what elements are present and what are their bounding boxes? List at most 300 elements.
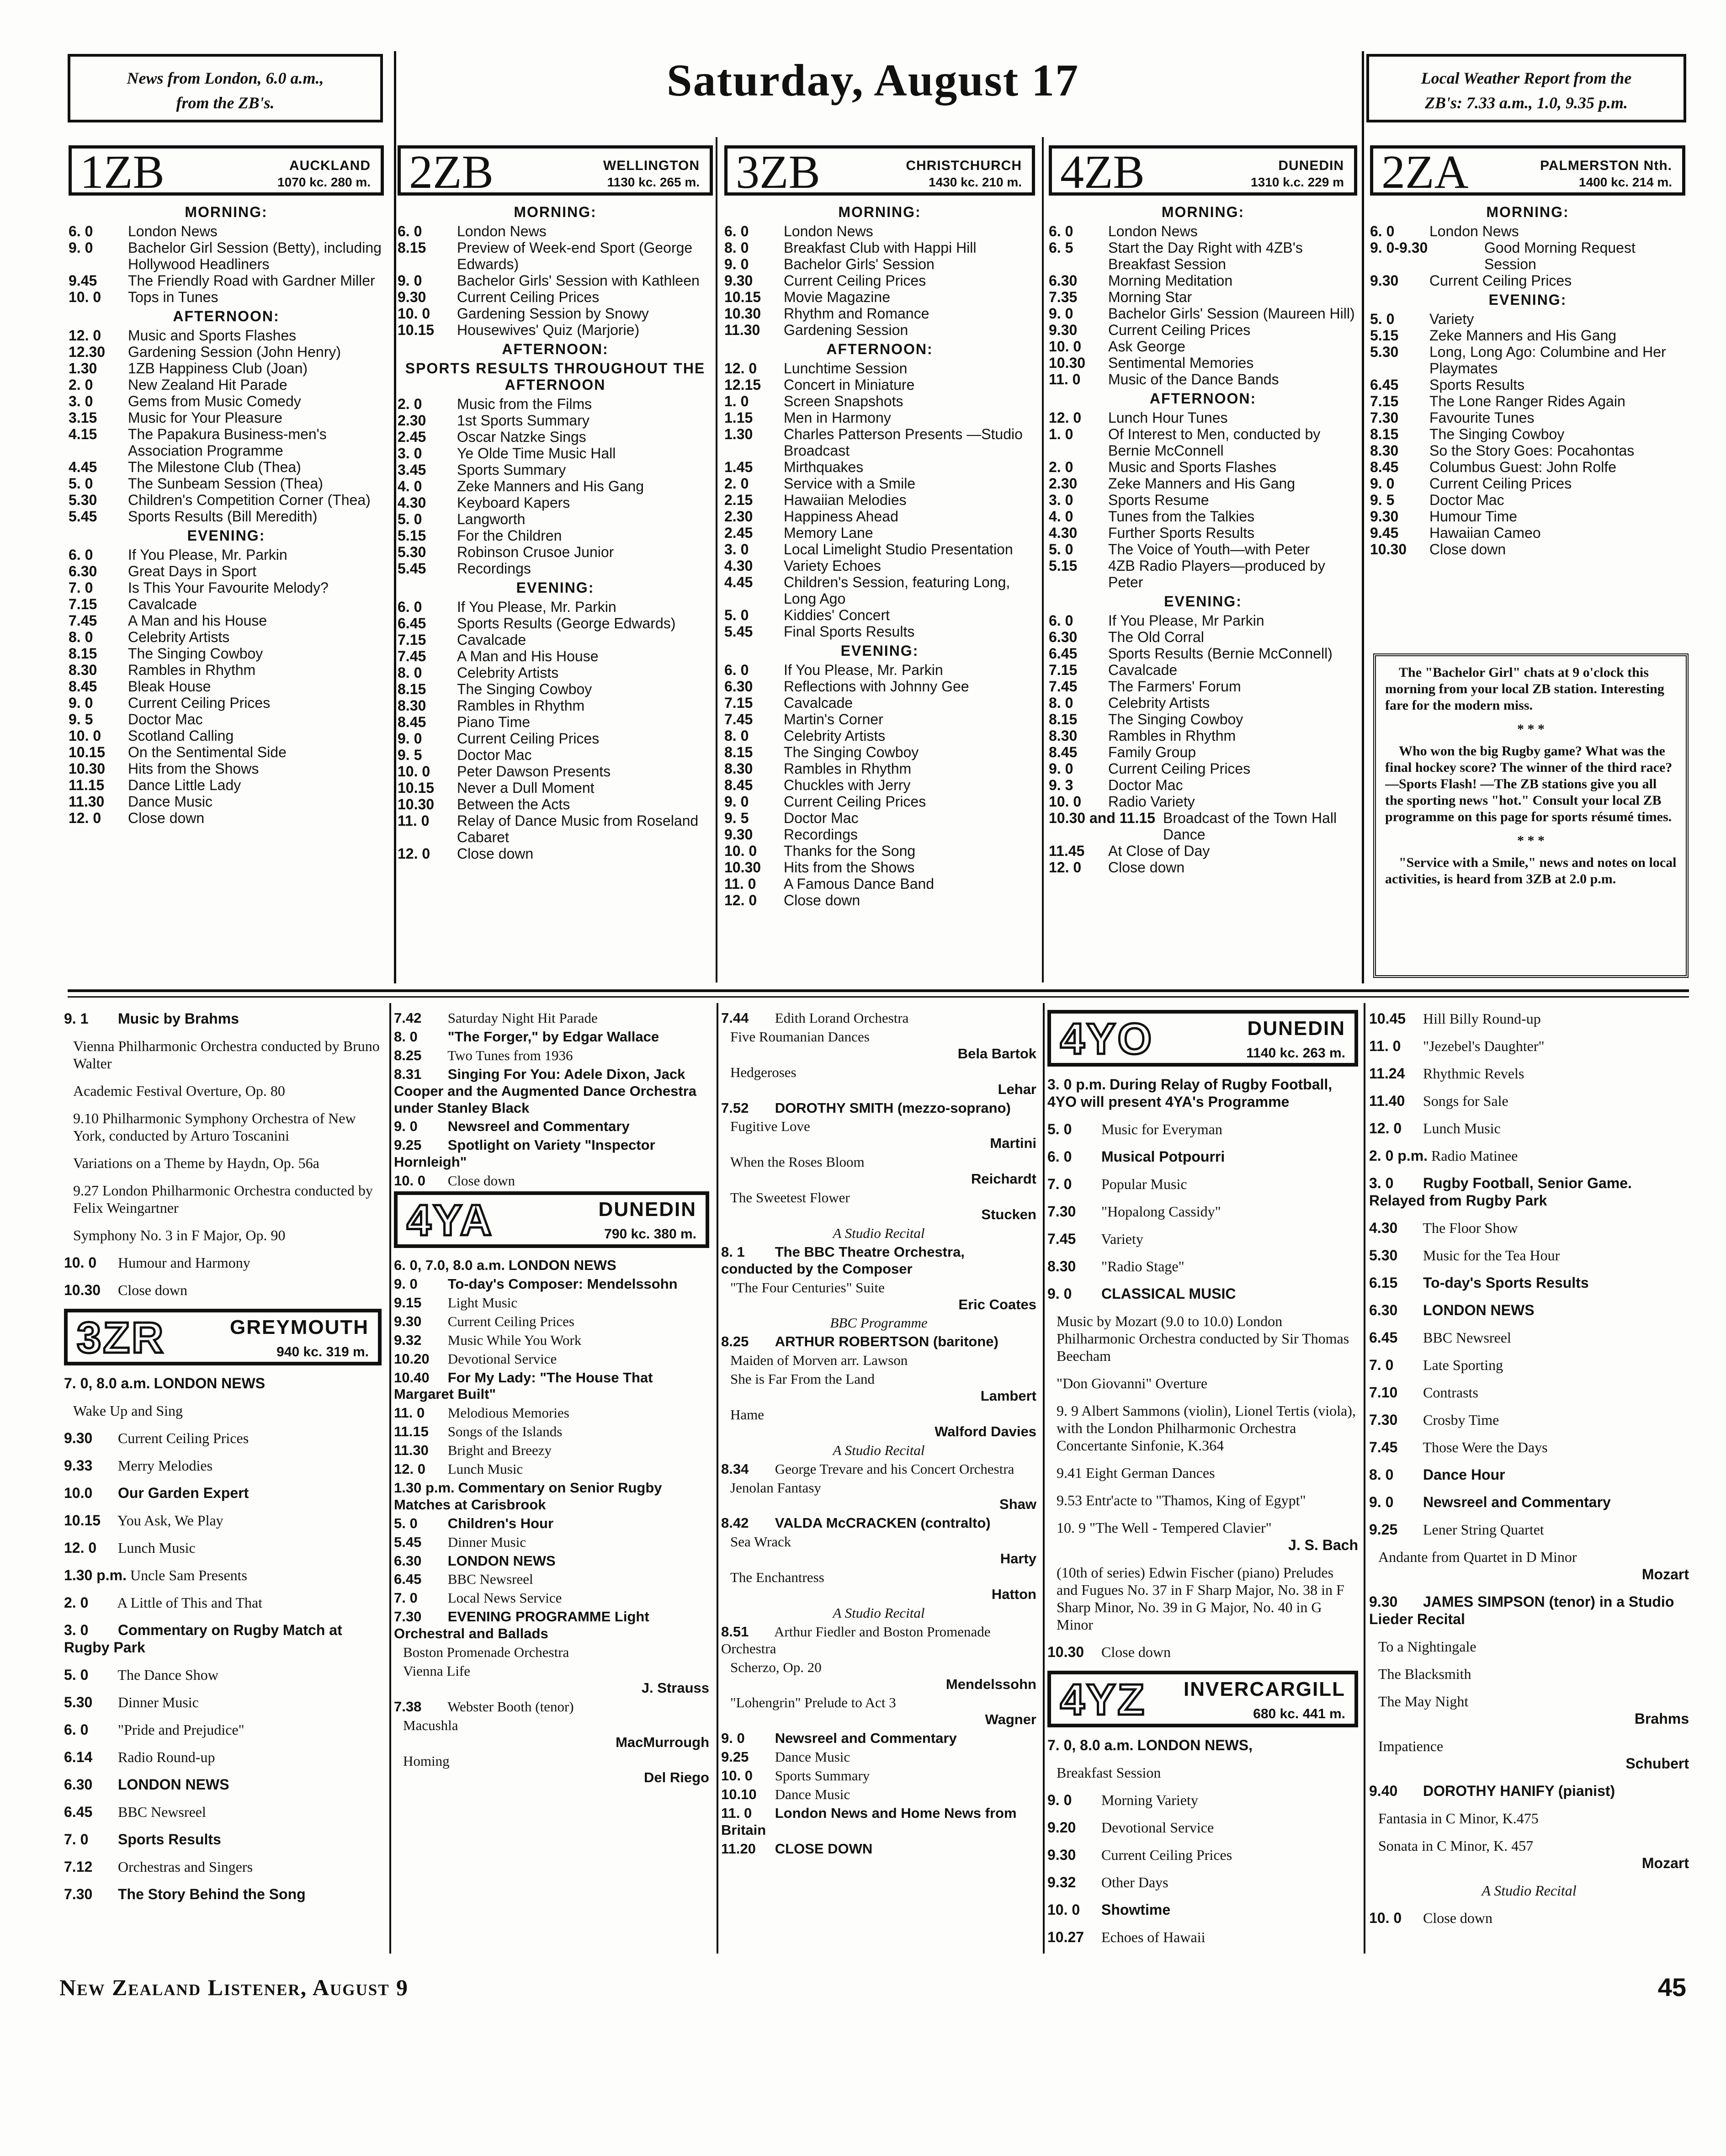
programme-item: [1047, 1736, 1358, 1754]
programme-title: The BBC Theatre Orchestra, conducted by the Composer: [721, 1243, 965, 1277]
programme-item: [69, 793, 384, 810]
programme-item: [721, 1749, 1036, 1766]
programme-item: [64, 1227, 382, 1244]
programme-item: [1049, 475, 1357, 492]
programme-title: Radio Variety: [1108, 793, 1195, 810]
programme-time: 8. 0: [724, 728, 749, 744]
programme-item: [724, 760, 1035, 777]
programme-item: [394, 1609, 709, 1642]
programme-item: [1047, 1819, 1358, 1836]
programme-item: [69, 596, 384, 612]
footer-publication: New Zealand Listener, August 9: [59, 1975, 409, 2000]
programme-time: 9. 0-9.30: [1370, 239, 1428, 256]
programme-detail: 10. 9 "The Well - Tempered Clavier": [1057, 1519, 1272, 1536]
programme-title: Dance Music: [128, 793, 212, 810]
programme-time: 12. 0: [1369, 1120, 1402, 1136]
programme-time: 5.45: [398, 560, 426, 577]
programme-title: Current Ceiling Prices: [1429, 475, 1572, 492]
programme-time: 5.15: [398, 527, 426, 544]
programme-item: [1047, 1519, 1358, 1554]
programme-item: [1049, 223, 1357, 239]
programme-time: 12. 0: [1049, 859, 1082, 876]
programme-item: [69, 492, 384, 508]
programme-title: Columbus Guest: John Rolfe: [1429, 459, 1617, 475]
programme-time: 8.45: [724, 777, 753, 793]
station-callsign: 4YA: [407, 1196, 494, 1245]
programme-time: 3.45: [398, 462, 426, 478]
programme-item: [1049, 760, 1357, 777]
programme-item: [69, 409, 384, 426]
programme-item: [64, 1567, 382, 1584]
programme-title: Great Days in Sport: [128, 563, 256, 579]
programme-item: [398, 412, 713, 429]
programme-item: [64, 1082, 382, 1099]
programme-title: A Man and His House: [457, 648, 599, 664]
programme-item: [724, 744, 1035, 760]
programme-title: To-day's Sports Results: [1423, 1274, 1589, 1291]
programme-time: 10.15: [398, 780, 435, 796]
programme-detail: Boston Promenade Orchestra: [403, 1644, 569, 1661]
programme-item: [1369, 1909, 1689, 1927]
programme-title: New Zealand Hit Parade: [128, 377, 287, 393]
programme-title: Thanks for the Song: [784, 843, 916, 859]
programme-time: 10.15: [724, 289, 761, 305]
programme-time: 7.38: [394, 1698, 422, 1715]
programme-time: 9. 0: [724, 793, 749, 810]
programme-time: 9.30: [1047, 1847, 1076, 1863]
programme-item: [1049, 728, 1357, 744]
programme-title: 4ZB Radio Players—produced by Peter: [1108, 558, 1325, 590]
programme-detail: The Sweetest Flower: [730, 1190, 850, 1206]
programme-item: [724, 728, 1035, 744]
programme-title: The Singing Cowboy: [457, 681, 592, 697]
programme-time: 4.30: [724, 558, 753, 574]
programme-time: 2. 0: [1049, 459, 1073, 475]
programme-time: 3. 0 p.m.: [1047, 1076, 1106, 1093]
programme-time: 10. 0: [1049, 338, 1082, 355]
programme-item: [1370, 311, 1685, 327]
programme-title: Tops in Tunes: [128, 289, 218, 305]
programme-time: 5. 0: [724, 607, 749, 623]
programme-title: Current Ceiling Prices: [457, 289, 600, 305]
programme-detail: Impatience: [1378, 1738, 1444, 1754]
rule-2: [716, 137, 717, 982]
station-city: CHRISTCHURCH: [906, 158, 1022, 173]
programme-title: If You Please, Mr. Parkin: [128, 547, 287, 563]
programme-time: 9.30: [398, 289, 426, 305]
programme-item: [1369, 1665, 1689, 1683]
programme-item: [394, 1515, 709, 1532]
programme-time: 6. 0: [69, 223, 93, 239]
programme-detail: 9.27 London Philharmonic Orchestra conducted by Felix Weingartner: [73, 1182, 373, 1216]
programme-time: 8.45: [1370, 459, 1399, 475]
programme-time: 9.45: [69, 272, 97, 289]
programme-item: [1369, 1356, 1689, 1374]
programme-time: 6.30: [69, 563, 97, 579]
programme-title: Close down: [1108, 859, 1185, 876]
programme-item: [724, 272, 1035, 289]
composer: Lehar: [998, 1081, 1036, 1097]
station-logo: [1370, 145, 1685, 196]
programme-title: Hits from the Shows: [128, 760, 259, 777]
programme-time: 11.24: [1369, 1065, 1405, 1082]
programme-item: [69, 377, 384, 393]
programme-time: 6.45: [398, 615, 426, 632]
programme-title: Celebrity Artists: [457, 664, 559, 681]
lower-rule-4: [1364, 1003, 1365, 1954]
programme-item: [721, 1244, 1036, 1278]
programme-time: 12. 0: [69, 810, 101, 826]
programme-item: [69, 327, 384, 344]
programme-time: 7.15: [69, 596, 97, 612]
programme-time: 4.30: [1049, 525, 1078, 541]
programme-time: 9.30: [394, 1313, 422, 1329]
programme-item: [398, 747, 713, 763]
programme-time: 1.15: [724, 409, 753, 426]
programme-item: [724, 289, 1035, 305]
programme-title: Radio Matinee: [1431, 1147, 1518, 1164]
programme-title: You Ask, We Play: [117, 1512, 223, 1529]
programme-item: [394, 1137, 709, 1171]
programme-item: [69, 711, 384, 728]
programme-item: [398, 239, 713, 272]
programme-time: 11. 0: [398, 812, 430, 829]
programme-time: 9.25: [1369, 1521, 1398, 1538]
programme-title: Family Group: [1108, 744, 1196, 760]
programme-title: Current Ceiling Prices: [1108, 322, 1251, 338]
programme-item: [64, 1512, 382, 1529]
programme-title: Relay of Dance Music from Roseland Cabaret: [457, 812, 699, 845]
programme-detail: Scherzo, Op. 20: [730, 1659, 822, 1675]
programme-title: Songs for Sale: [1423, 1093, 1508, 1109]
programme-item: [69, 612, 384, 629]
programme-time: 3. 0: [724, 541, 749, 558]
station-frequency: 1130 kc. 265 m.: [607, 175, 700, 189]
programme-item: [69, 344, 384, 360]
programme-item: [724, 793, 1035, 810]
programme-item: A Studio Recital: [1482, 1882, 1577, 1899]
programme-item: [724, 409, 1035, 426]
programme-item: [398, 615, 713, 632]
programme-title: ARTHUR ROBERTSON (baritone): [775, 1333, 998, 1350]
programme-item: [721, 1029, 1036, 1062]
programme-time: 7.15: [1049, 662, 1078, 678]
programme-title: Sports Results: [1429, 377, 1525, 393]
programme-time: 4.45: [69, 459, 97, 475]
programme-title: A Little of This and That: [117, 1594, 263, 1611]
programme-time: 6.45: [1370, 377, 1399, 393]
london-news-line-1: News from London, 6.0 a.m.,: [127, 69, 324, 87]
station-frequency: 790 kc. 380 m.: [604, 1227, 696, 1242]
programme-time: 9. 0: [1047, 1792, 1072, 1808]
programme-title: Recordings: [457, 560, 531, 577]
programme-item: [398, 223, 713, 239]
programme-item: [1047, 1120, 1358, 1138]
programme-title: Hill Billy Round-up: [1423, 1010, 1541, 1027]
programme-title: Popular Music: [1101, 1176, 1187, 1192]
programme-time: 6. 0: [724, 223, 749, 239]
programme-time: 1. 0: [724, 393, 749, 409]
programme-item: [721, 1190, 1036, 1223]
programme-item: [1370, 377, 1685, 393]
programme-item: [724, 810, 1035, 826]
programme-item: [398, 462, 713, 478]
programme-title: Service with a Smile: [784, 475, 916, 492]
programme-time: 7.45: [398, 648, 426, 664]
programme-title: Final Sports Results: [784, 623, 915, 640]
programme-title: London News: [784, 223, 873, 239]
programme-item: [1047, 1258, 1358, 1275]
section-heading: MORNING:: [514, 204, 597, 220]
programme-detail: Fugitive Love: [730, 1118, 810, 1135]
programme-item: [398, 681, 713, 697]
programme-time: 7. 0, 8.0 a.m.: [1047, 1737, 1134, 1753]
programme-time: 4.15: [69, 426, 97, 442]
programme-title: Sports Results (George Edwards): [457, 615, 676, 632]
programme-item: [1369, 1466, 1689, 1483]
programme-time: 11.45: [1049, 843, 1085, 859]
programme-title: Reflections with Johnny Gee: [784, 678, 969, 695]
programme-title: Current Ceiling Prices: [784, 272, 926, 289]
programme-title: Lunchtime Session: [784, 360, 908, 377]
programme-item: [1049, 558, 1357, 590]
programme-title: Chuckles with Jerry: [784, 777, 911, 793]
programme-time: 5. 0: [64, 1667, 89, 1683]
composer: Schubert: [1625, 1755, 1689, 1772]
station-city: AUCKLAND: [289, 158, 371, 173]
programme-time: 7. 0: [69, 579, 93, 596]
programme-title: Is This Your Favourite Melody?: [128, 579, 329, 596]
programme-item: [64, 1254, 382, 1271]
station-frequency: 680 kc. 441 m.: [1253, 1706, 1345, 1721]
programme-title: Local News Service: [447, 1590, 562, 1606]
programme-title: Lunch Music: [1423, 1120, 1501, 1136]
composer: J. Strauss: [641, 1679, 709, 1696]
programme-time: 6.30: [394, 1552, 422, 1569]
programme-detail: Breakfast Session: [1057, 1764, 1161, 1781]
programme-time: 10.20: [394, 1350, 430, 1367]
programme-title: A Man and his House: [128, 612, 267, 629]
programme-detail: 9.10 Philharmonic Symphony Orchestra of New York, conducted by Arturo Toscanini: [73, 1110, 356, 1144]
programme-item: [724, 777, 1035, 793]
programme-time: 12. 0: [394, 1461, 425, 1477]
programme-title: The Story Behind the Song: [118, 1886, 306, 1902]
programme-item: [724, 607, 1035, 623]
composer: Stucken: [981, 1206, 1036, 1222]
programme-title: EVENING PROGRAMME Light Orchestral and Ballads: [394, 1609, 649, 1642]
programme-title: Morning Star: [1108, 289, 1192, 305]
programme-title: Doctor Mac: [457, 747, 532, 763]
programme-title: A Famous Dance Band: [784, 876, 935, 892]
programme-title: Rhythm and Romance: [784, 305, 929, 322]
programme-item: [1370, 492, 1685, 508]
programme-time: 2. 0: [398, 396, 422, 412]
programme-item: [398, 478, 713, 494]
programme-detail: Vienna Philharmonic Orchestra conducted by Bruno Walter: [73, 1038, 380, 1072]
programme-title: Close down: [1423, 1910, 1492, 1926]
programme-title: If You Please, Mr Parkin: [1108, 612, 1264, 629]
programme-item: [398, 272, 713, 289]
programme-item: [1047, 1402, 1358, 1454]
note-paragraph-3: "Service with a Smile," news and notes on local activities, is heard from 3ZB at 2.0 p.m.: [1385, 855, 1677, 887]
programme-item: [724, 492, 1035, 508]
programme-item: [69, 547, 384, 563]
programme-time: 9.40: [1369, 1783, 1398, 1799]
programme-time: 6.45: [394, 1571, 422, 1588]
programme-title: Doctor Mac: [784, 810, 859, 826]
programme-title: Those Were the Days: [1423, 1439, 1548, 1455]
programme-item: [394, 1047, 709, 1064]
programme-time: 2.30: [1049, 475, 1078, 492]
programme-title: The Dance Show: [117, 1667, 218, 1683]
programme-title: Uncle Sam Presents: [130, 1567, 247, 1583]
programme-time: 10. 0: [69, 728, 101, 744]
composer: Walford Davies: [935, 1423, 1036, 1439]
programme-title: Between the Acts: [457, 796, 570, 812]
note-stars-1: * * *: [1517, 722, 1545, 737]
programme-time: 2. 0: [64, 1594, 89, 1611]
programme-title: Happiness Ahead: [784, 508, 898, 525]
programme-title: To-day's Composer: Mendelssohn: [447, 1275, 678, 1292]
programme-item: [1369, 1439, 1689, 1456]
programme-item: [1049, 272, 1357, 289]
composer: Eric Coates: [958, 1296, 1036, 1312]
programme-item: [398, 632, 713, 648]
section-heading: AFTERNOON:: [502, 341, 609, 357]
programme-title: CLOSE DOWN: [775, 1840, 873, 1857]
programme-title: Dinner Music: [447, 1534, 526, 1550]
programme-time: 8.42: [721, 1515, 749, 1531]
programme-time: 2. 0: [724, 475, 749, 492]
programme-time: 8.25: [721, 1333, 749, 1350]
programme-time: 4.45: [724, 574, 753, 590]
programme-item: [64, 1721, 382, 1738]
programme-time: 5. 0: [69, 475, 93, 492]
programme-title: The Lone Ranger Rides Again: [1429, 393, 1625, 409]
programme-time: 10.15: [69, 744, 106, 760]
programme-time: 7.30: [64, 1886, 93, 1902]
programme-item: [394, 1332, 709, 1349]
programme-title: Bleak House: [128, 678, 211, 695]
programme-time: 7.15: [398, 632, 426, 648]
programme-item: [1369, 1493, 1689, 1511]
programme-time: 5.30: [1369, 1247, 1398, 1264]
station-frequency: 1070 kc. 280 m.: [277, 175, 371, 189]
programme-item: [1047, 1076, 1358, 1110]
programme-item: [398, 544, 713, 560]
programme-item: [69, 360, 384, 377]
programme-title: For the Children: [457, 527, 562, 544]
programme-time: 9. 0: [724, 256, 749, 272]
programme-item: [398, 763, 713, 780]
programme-title: Piano Time: [457, 714, 531, 730]
programme-title: Rambles in Rhythm: [1108, 728, 1236, 744]
programme-title: The Singing Cowboy: [784, 744, 919, 760]
programme-item: [721, 1841, 1036, 1858]
programme-item: [1049, 289, 1357, 305]
programme-title: Hawaiian Cameo: [1429, 525, 1541, 541]
programme-item: [1369, 1411, 1689, 1428]
station-city: DUNEDIN: [1278, 158, 1344, 173]
programme-item: [398, 396, 713, 412]
programme-item: [1047, 1564, 1358, 1633]
programme-title: Rhythmic Revels: [1423, 1065, 1524, 1082]
programme-title: Local Limelight Studio Presentation: [784, 541, 1013, 558]
programme-item: [724, 876, 1035, 892]
weather-line-2: ZB's: 7.33 a.m., 1.0, 9.35 p.m.: [1424, 94, 1628, 112]
programme-time: 9.32: [1047, 1874, 1076, 1890]
programme-item: [721, 1480, 1036, 1513]
programme-title: Robinson Crusoe Junior: [457, 544, 614, 560]
programme-time: 7.45: [69, 612, 97, 629]
programme-item: [724, 711, 1035, 728]
programme-item: [398, 527, 713, 544]
programme-time: 10.15: [398, 322, 435, 338]
section-divider-top: [68, 989, 1689, 992]
programme-time: 9. 0: [394, 1118, 418, 1135]
programme-item: [724, 678, 1035, 695]
programme-time: 5. 0: [1049, 541, 1073, 558]
programme-item: [64, 1803, 382, 1821]
note-paragraph-2: Who won the big Rugby game? What was the final hockey score? The winner of the third race?—Sports Flash! —The ZB stations give you all the sporting news "hot." Consult your local ZB programme on this page for sports résumé times.: [1385, 743, 1673, 824]
programme-item: [1370, 272, 1685, 289]
programme-item: [1049, 492, 1357, 508]
programme-item: [394, 1010, 709, 1027]
programme-item: [1047, 1846, 1358, 1864]
station-callsign: 3ZB: [736, 146, 820, 198]
programme-time: 5. 0: [394, 1515, 418, 1531]
programme-time: 11. 0: [394, 1405, 425, 1421]
programme-detail: Vienna Life: [403, 1663, 471, 1679]
programme-time: 10.45: [1369, 1010, 1406, 1027]
composer: Brahms: [1634, 1710, 1689, 1727]
programme-time: 10. 0: [721, 1768, 753, 1784]
programme-time: 2. 0 p.m.: [1369, 1147, 1428, 1164]
programme-title: Cavalcade: [128, 596, 197, 612]
programme-title: Humour Time: [1429, 508, 1518, 525]
programme-title: Edith Lorand Orchestra: [775, 1010, 909, 1026]
section-heading: EVENING:: [187, 527, 266, 544]
programme-title: Breakfast Club with Happi Hill: [784, 239, 977, 256]
programme-title: "Pride and Prejudice": [118, 1721, 244, 1738]
programme-item: [394, 1644, 709, 1661]
programme-title: Morning Meditation: [1108, 272, 1233, 289]
programme-item: [721, 1371, 1036, 1405]
programme-item: [721, 1407, 1036, 1440]
programme-title: Lunch Music: [118, 1540, 196, 1556]
programme-time: 9.25: [721, 1749, 749, 1765]
london-news-line-2: from the ZB's.: [176, 94, 275, 112]
programme-item: [394, 1423, 709, 1440]
programme-time: 8. 0: [69, 629, 93, 645]
weather-report-box: [1366, 54, 1686, 122]
programme-title: Current Ceiling Prices: [1101, 1847, 1232, 1863]
programme-time: 8.15: [69, 645, 97, 662]
programme-title: Devotional Service: [1101, 1819, 1214, 1836]
programme-time: 1.30: [69, 360, 97, 377]
composer: MacMurrough: [616, 1734, 709, 1750]
programme-item: [394, 1534, 709, 1551]
programme-time: 8.15: [1049, 711, 1078, 728]
station-logo: [724, 145, 1035, 196]
programme-title: Songs of the Islands: [447, 1423, 563, 1440]
programme-item: [394, 1590, 709, 1607]
programme-item: [69, 393, 384, 409]
programme-detail: To a Nightingale: [1378, 1638, 1476, 1655]
programme-item: [1047, 1492, 1358, 1509]
programme-item: [64, 1402, 382, 1419]
programme-time: 11.30: [394, 1442, 429, 1459]
